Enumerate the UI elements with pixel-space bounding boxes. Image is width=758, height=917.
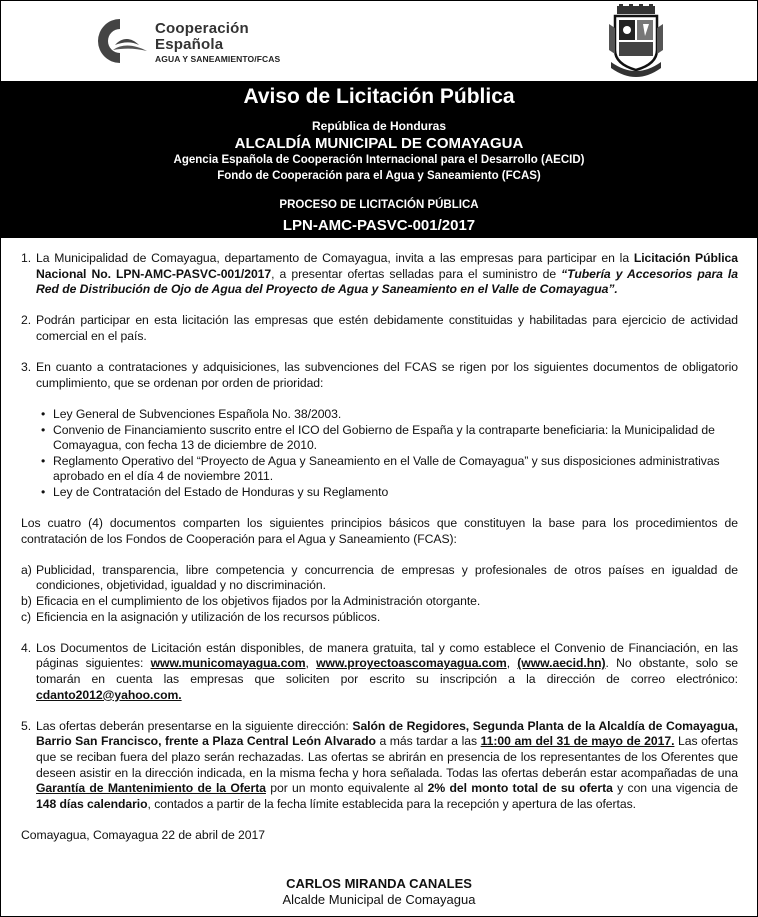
link-municomayagua[interactable]: www.municomayagua.com bbox=[150, 656, 306, 671]
country-line: República de Honduras bbox=[311, 119, 447, 133]
principle-b: b) Eficacia en el cumplimiento de los objetivos fijados por la Administración otorgante. bbox=[21, 594, 481, 609]
item-text: Podrán participar en esta licitación las empresas que estén debidamente constituidas y habilitadas para ejercicio de actividad comercial en el país. bbox=[36, 313, 738, 343]
process-code: LPN-AMC-PASVC-001/2017 bbox=[282, 217, 476, 234]
item-2 bbox=[21, 313, 738, 344]
list-item: • Ley de Contratación del Estado de Honduras y su Reglamento bbox=[41, 484, 389, 499]
logo-line-1: Cooperación bbox=[155, 20, 249, 37]
logo-line-3: AGUA Y SANEAMIENTO/FCAS bbox=[155, 54, 281, 64]
notice-title: Aviso de Licitación Pública bbox=[243, 85, 515, 108]
bullet-icon: • bbox=[41, 406, 46, 421]
item-number: 3. bbox=[21, 360, 32, 375]
item-text: La Municipalidad de Comayagua, departamento de Comayagua, invita a las empresas para participar en la Licitación Pública Nacional No. LPN-AMC-PASVC-001/2017, a presentar ofertas selladas para el suministro de “Tubería y Accesorios para la Red de Distribución de Ojo de Agua del Proyecto de Agua y Saneamiento en el Valle de Comayagua”. bbox=[36, 251, 738, 297]
list-item: • Ley General de Subvenciones Española No. 38/2003. bbox=[41, 406, 342, 421]
link-proyectoascomayagua[interactable]: www.proyectoascomayagua.com bbox=[316, 656, 507, 671]
principles-intro: Los cuatro (4) documentos comparten los siguientes principios básicos que constituyen la base para los procedimientos de contratación de los Fondos de Cooperación para el Agua y Saneamiento (FCAS): bbox=[21, 516, 738, 546]
link-aecid[interactable]: (www.aecid.hn) bbox=[517, 656, 606, 671]
item-number: 5. bbox=[21, 718, 32, 733]
signer-name: CARLOS MIRANDA CANALES bbox=[286, 876, 472, 891]
item-4 bbox=[21, 641, 738, 703]
item-number: 1. bbox=[21, 251, 32, 265]
place-date: Comayagua, Comayagua 22 de abril de 2017 bbox=[21, 827, 265, 842]
coat-of-arms-icon bbox=[607, 4, 665, 78]
bullet-icon: • bbox=[41, 453, 46, 468]
item-1 bbox=[21, 251, 738, 298]
agency-line: Agencia Española de Cooperación Internacional para el Desarrollo (AECID) bbox=[173, 154, 585, 166]
signer-title: Alcalde Municipal de Comayagua bbox=[282, 892, 476, 907]
item-number: 2. bbox=[21, 313, 32, 328]
list-item: • Convenio de Financiamiento suscrito entre el ICO del Gobierno de España y la contraparte beneficiaria: la Municipalidad de Comayagua, con fecha 13 de diciembre de 2010. bbox=[41, 422, 715, 453]
bullet-icon: • bbox=[41, 484, 46, 499]
item-text: Las ofertas deberán presentarse en la siguiente dirección: Salón de Regidores, Segunda Planta de la Alcaldía de Comayagua, Barrio San Francisco, frente a Plaza Central León Alvarado a más tardar a las 11:00 am del 31 de mayo de 2017. Las ofertas que se reciban fuera del plazo serán rechazadas. Las ofertas se abrirán en presencia de los representantes de los Oferentes que deseen asistir en la dirección indicada, en la misma fecha y hora señalada. Todas las ofertas deberán estar acompañadas de una Garantía de Mantenimiento de la Oferta por un monto equivalente al 2% del monto total de su oferta y con una vigencia de 148 días calendario, contados a partir de la fecha límite establecida para la recepción y apertura de las ofertas. bbox=[36, 718, 738, 811]
principle-a: a) Publicidad, transparencia, libre competencia y concurrencia de empresas y profesionales de otros países en igualdad de condiciones, objetividad, igualdad y no discriminación. bbox=[21, 562, 738, 593]
cooperacion-logo-text bbox=[155, 21, 280, 64]
notice-body bbox=[21, 251, 738, 844]
title-banner bbox=[1, 81, 757, 238]
principle-c: c) Eficiencia en la asignación y utilización de los recursos públicos. bbox=[21, 609, 381, 624]
item-text: Los Documentos de Licitación están disponibles, de manera gratuita, tal y como establece el Convenio de Financiación, en las páginas siguientes: www.municomayagua.com, www.proyectoascomayagua.com, (www.aecid.hn). No obstante, solo se tomarán en cuenta las empresas que soliciten por escrito su inscripción a la dirección de correo electrónico: cdanto2012@yahoo.com. bbox=[36, 640, 738, 702]
header-logos bbox=[1, 1, 757, 81]
item-5 bbox=[21, 719, 738, 813]
item-text: En cuanto a contrataciones y adquisiciones, las subvenciones del FCAS se rigen por los siguientes documentos de obligatorio cumplimiento, que se ordenan por orden de prioridad: bbox=[36, 360, 738, 390]
documents-list bbox=[21, 407, 738, 501]
bullet-icon: • bbox=[41, 422, 46, 437]
list-item: • Reglamento Operativo del “Proyecto de Agua y Saneamiento en el Valle de Comayagua” y sus disposiciones administrativas aprobado en el día 4 de noviembre 2011. bbox=[41, 453, 720, 484]
cooperacion-espanola-logo-icon bbox=[89, 15, 151, 67]
item-number: 4. bbox=[21, 640, 32, 655]
alcaldia-line: ALCALDÍA MUNICIPAL DE COMAYAGUA bbox=[234, 135, 524, 152]
process-label: PROCESO DE LICITACIÓN PÚBLICA bbox=[279, 199, 479, 211]
item-3 bbox=[21, 360, 738, 391]
logo-line-2: Española bbox=[155, 36, 224, 53]
fund-line: Fondo de Cooperación para el Agua y Saneamiento (FCAS) bbox=[217, 170, 541, 182]
email-link[interactable]: cdanto2012@yahoo.com. bbox=[36, 687, 182, 702]
